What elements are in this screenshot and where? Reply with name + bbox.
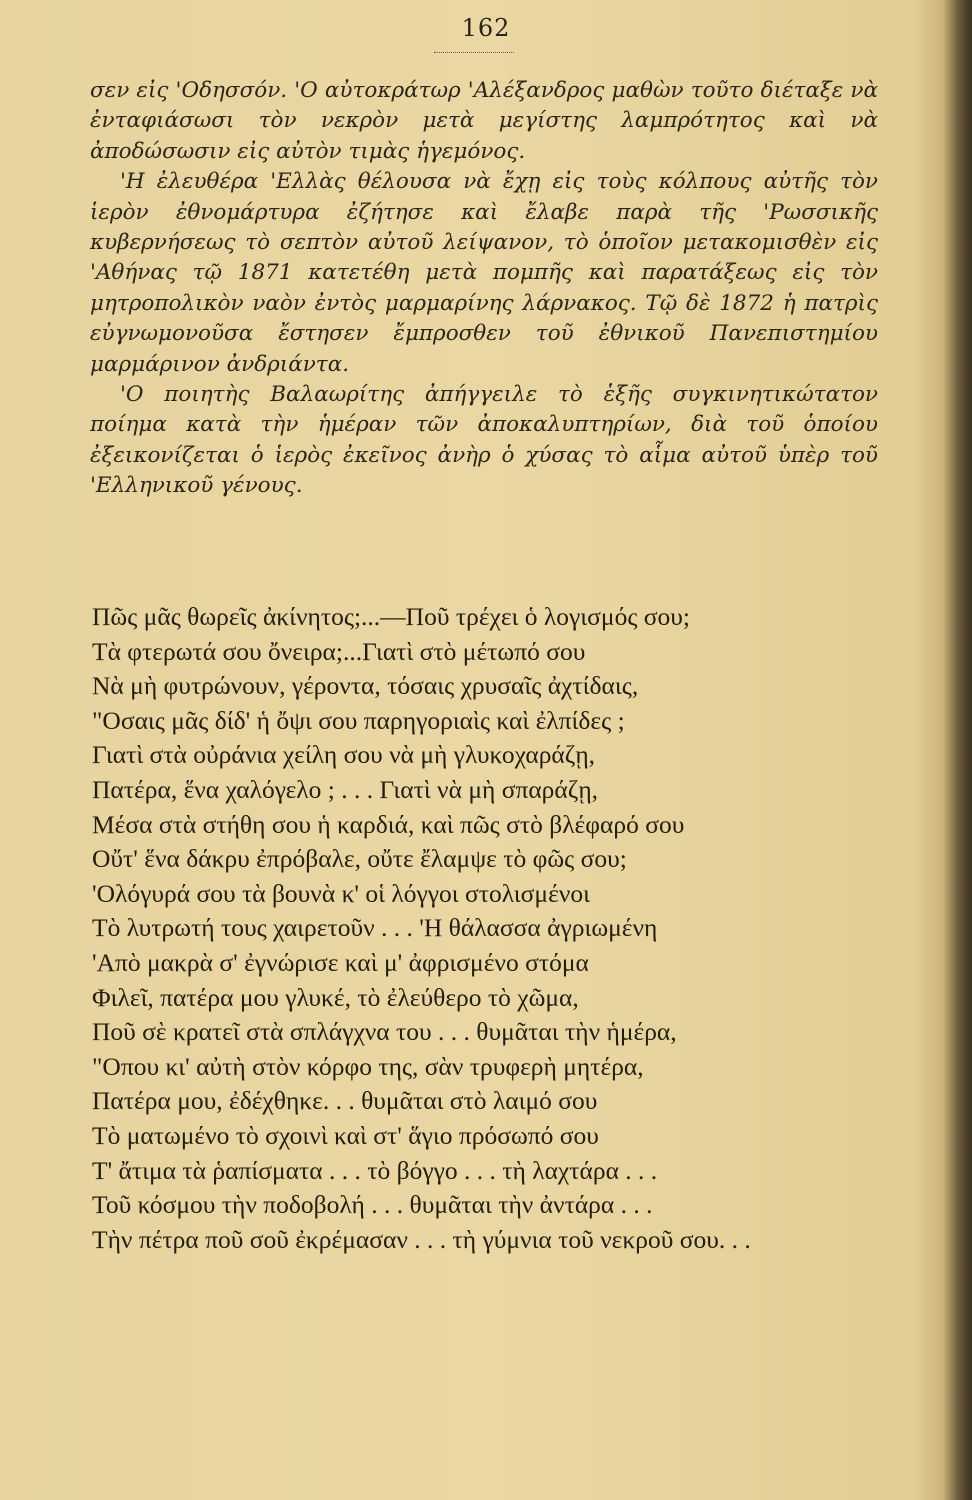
poem-line: Ποῦ σὲ κρατεῖ στὰ σπλάγχνα του . . . θυμᾶται τὴν ἡμέρα, xyxy=(92,1017,677,1047)
prose-paragraph: σεν εἰς 'Οδησσόν. 'Ο αὐτοκράτωρ 'Αλέξανδρος μαθὼν τοῦτο διέταξε νὰ ἐνταφιάσωσι τὸν νεκρὸν μετὰ μεγίστης λαμπρότητος καὶ νὰ ἀποδώσωσιν εἰς αὐτὸν τιμὰς ἡγεμόνος. xyxy=(90,78,878,164)
prose-paragraph: 'Η ἐλευθέρα 'Ελλὰς θέλουσα νὰ ἔχῃ εἰς τοὺς κόλπους αὐτῆς τὸν ἱερὸν ἐθνομάρτυρα ἐζήτησε καὶ ἔλαβε παρὰ τῆς 'Ρωσσικῆς κυβερνήσεως τὸ σεπτὸν αὐτοῦ λείψανον, τὸ ὁποῖον μετακομισθὲν εἰς 'Αθήνας τῷ 1871 κατετέθη μετὰ πομπῆς καὶ παρατάξεως εἰς τὸν μητροπολικὸν ναὸν ἐντὸς μαρμαρίνης λάρνακος. Τῷ δὲ 1872 ἡ πατρὶς εὐγνωμονοῦσα ἔστησεν ἔμπροσθεν τοῦ ἐθνικοῦ Πανεπιστημίου μαρμάρινον ἀνδριάντα. xyxy=(90,169,878,377)
prose-paragraph: 'Ο ποιητὴς Βαλαωρίτης ἀπήγγειλε τὸ ἑξῆς συγκινητικώτατον ποίημα κατὰ τὴν ἡμέραν τῶν ἀποκαλυπτηρίων, διὰ τοῦ ὁποίου ἐξεικονίζεται ὁ ἱερὸς ἐκεῖνος ἀνὴρ ὁ χύσας τὸ αἷμα αὐτοῦ ὑπὲρ τοῦ 'Ελληνικοῦ γένους. xyxy=(90,382,878,499)
poem-line: Τὸ ματωμένο τὸ σχοινὶ καὶ στ' ἅγιο πρόσωπό σου xyxy=(92,1120,599,1150)
poem xyxy=(92,600,882,1257)
poem-line: 'Απὸ μακρὰ σ' ἐγνώρισε καὶ μ' ἀφρισμένο στόμα xyxy=(92,947,589,977)
poem-line: Μέσα στὰ στήθη σου ἡ καρδιά, καὶ πῶς στὸ βλέφαρό σου xyxy=(92,809,685,839)
page-number-rule xyxy=(434,52,514,53)
poem-line: "Οσαις μᾶς δίδ' ἡ ὄψι σου παρηγοριαὶς καὶ ἐλπίδες ; xyxy=(92,705,625,735)
poem-line: 'Ολόγυρά σου τὰ βουνὰ κ' οἱ λόγγοι στολισμένοι xyxy=(92,878,590,908)
poem-line: Γιατὶ στὰ οὐράνια χείλη σου νὰ μὴ γλυκοχαράζῃ, xyxy=(92,740,596,770)
poem-line: Οὔτ' ἕνα δάκρυ ἐπρόβαλε, οὔτε ἔλαμψε τὸ φῶς σου; xyxy=(92,844,627,874)
poem-line: Νὰ μὴ φυτρώνουν, γέροντα, τόσαις χρυσαῖς ἀχτίδαις, xyxy=(92,671,639,701)
poem-line: Πατέρα, ἕνα χαλόγελο ; . . . Γιατὶ νὰ μὴ σπαράζῃ, xyxy=(92,774,599,804)
poem-line: "Οπου κι' αὐτὴ στὸν κόρφο της, σὰν τρυφερὴ μητέρα, xyxy=(92,1051,644,1081)
poem-line: Πατέρα μου, ἐδέχθηκε. . . θυμᾶται στὸ λαιμό σου xyxy=(92,1086,598,1116)
poem-line: Τὰ φτερωτά σου ὄνειρα;...Γιατὶ στὸ μέτωπό σου xyxy=(92,636,586,666)
poem-line: Τὸ λυτρωτή τους χαιρετοῦν . . . 'Η θάλασσα ἀγριωμένη xyxy=(92,913,658,943)
poem-line: Τὴν πέτρα ποῦ σοῦ ἐκρέμασαν . . . τὴ γύμνια τοῦ νεκροῦ σου. . . xyxy=(92,1224,751,1254)
poem-line: Τοῦ κόσμου τὴν ποδοβολή . . . θυμᾶται τὴν ἀντάρα . . . xyxy=(92,1190,653,1220)
page-number: 162 xyxy=(461,14,511,42)
poem-line: Τ' ἄτιμα τὰ ῥαπίσματα . . . τὸ βόγγο . . . τὴ λαχτάρα . . . xyxy=(92,1155,658,1185)
poem-line: Πῶς μᾶς θωρεῖς ἀκίνητος;...—Ποῦ τρέχει ὁ λογισμός σου; xyxy=(92,602,691,631)
prose-section xyxy=(90,76,878,502)
poem-line: Φιλεῖ, πατέρα μου γλυκέ, τὸ ἐλεύθερο τὸ χῶμα, xyxy=(92,982,579,1012)
